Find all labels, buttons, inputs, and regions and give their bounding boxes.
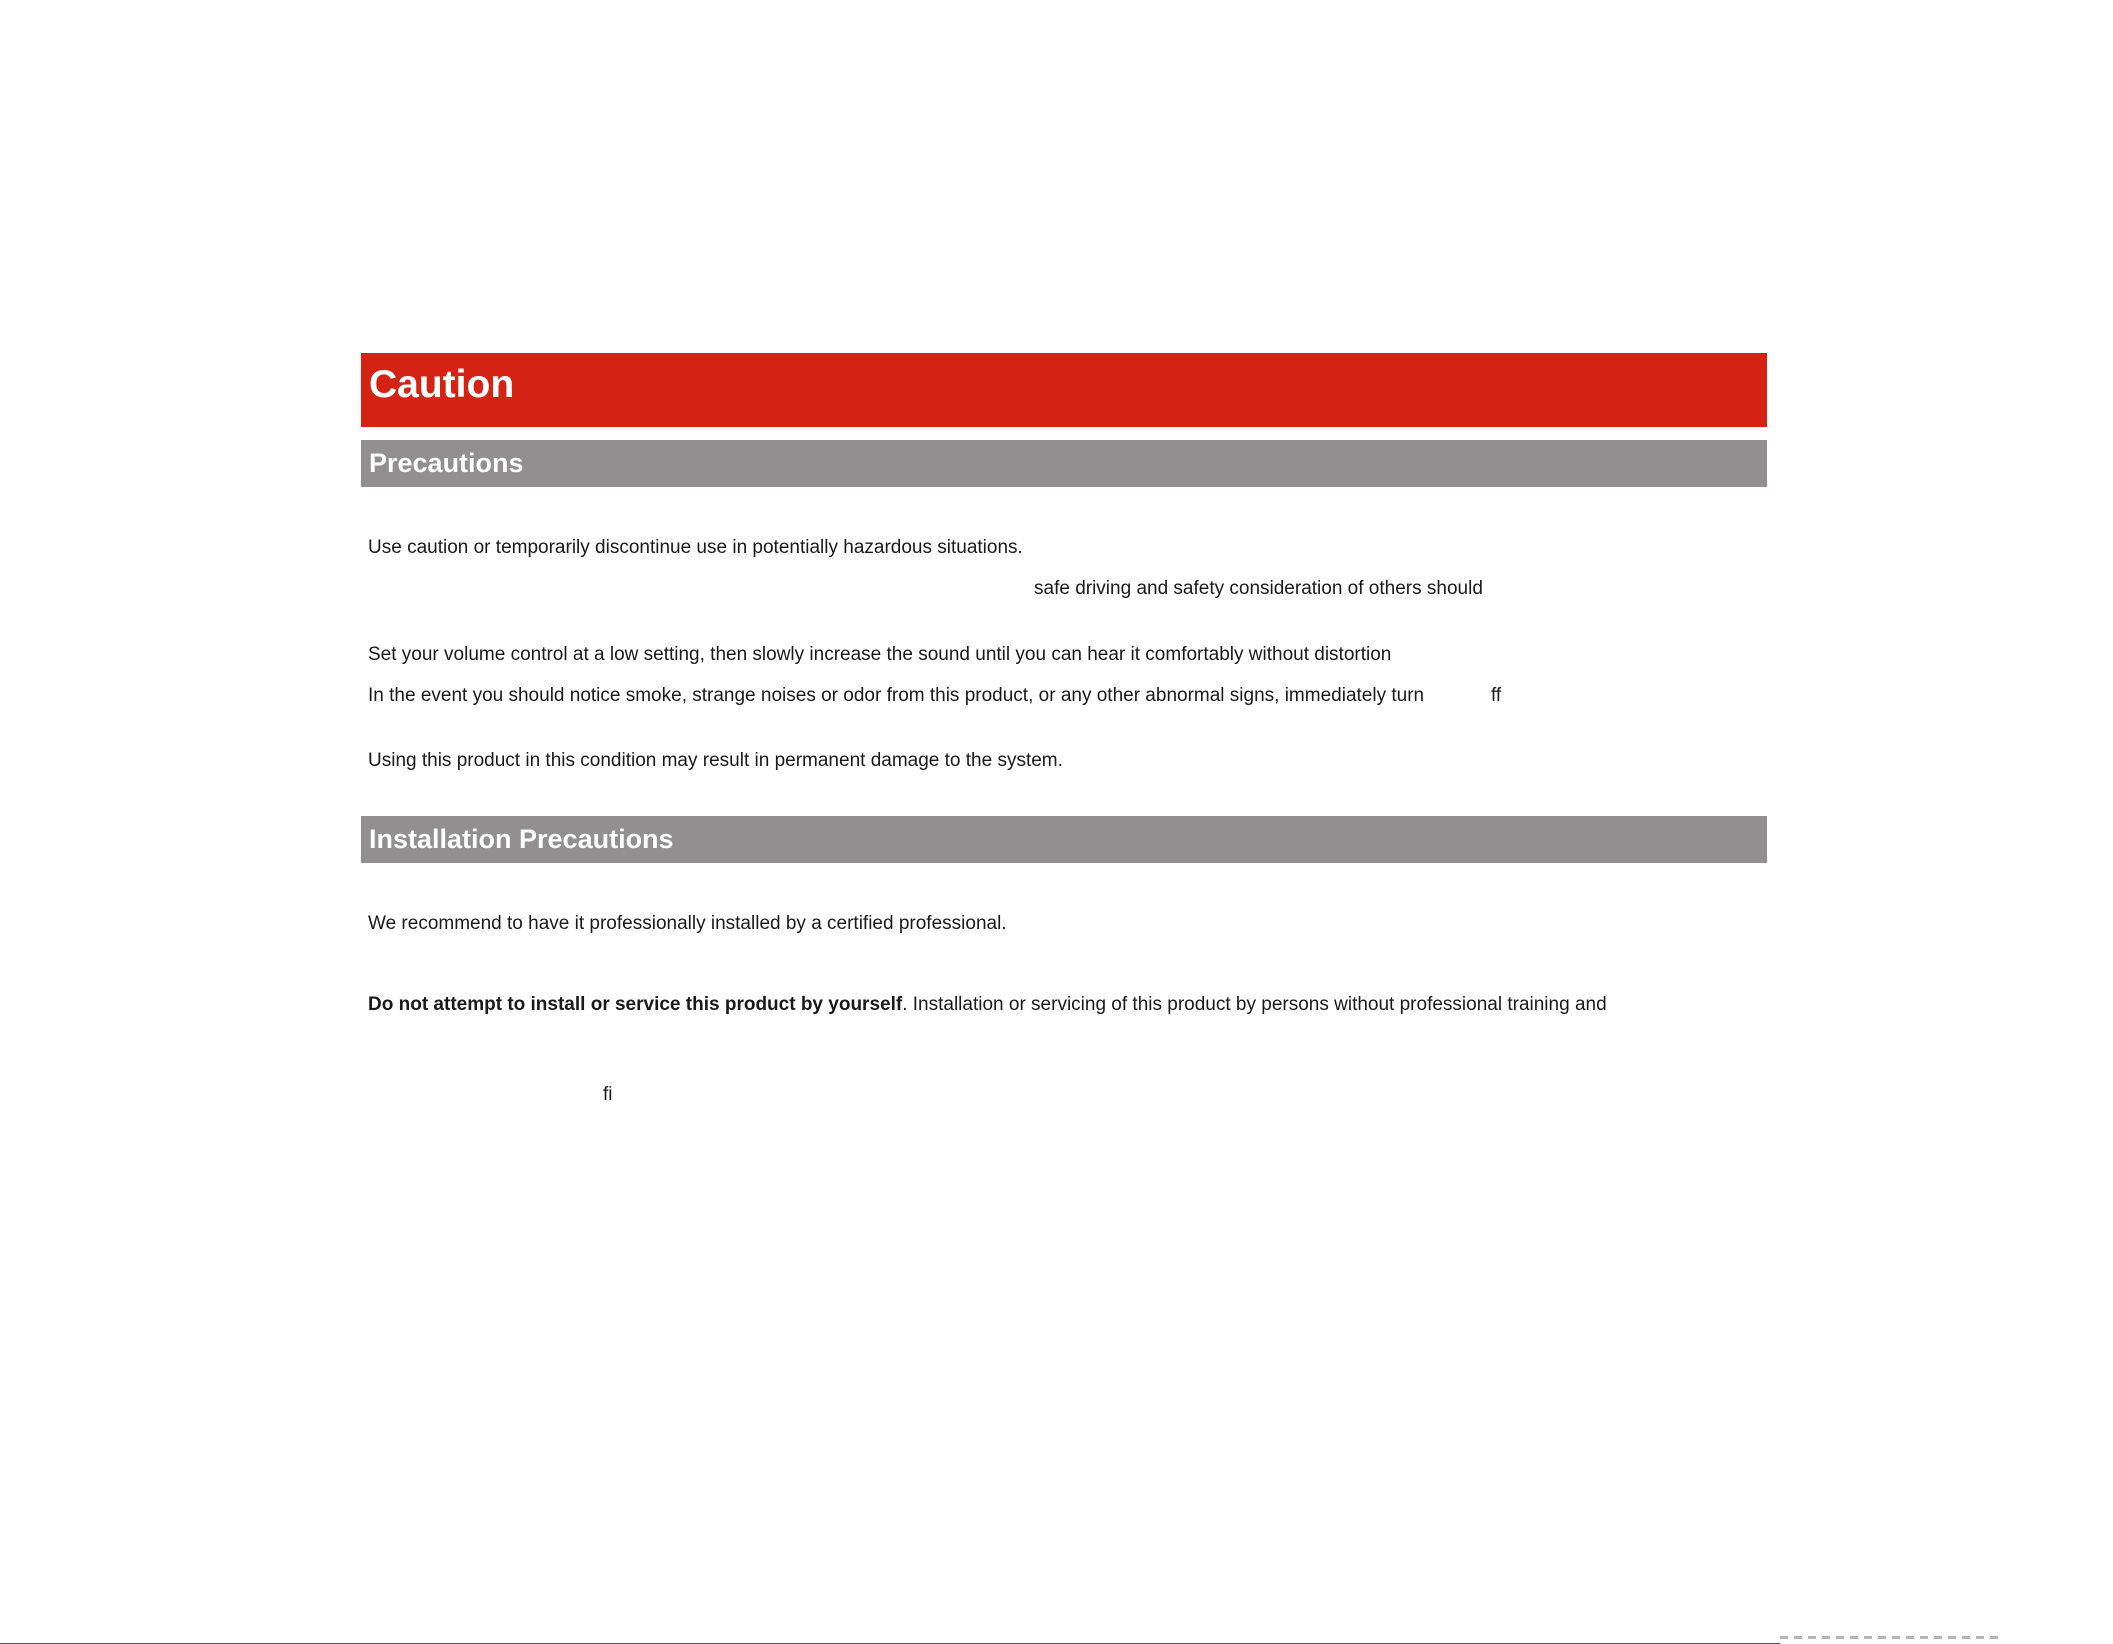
precautions-header bbox=[361, 440, 1767, 487]
caution-title: Caution bbox=[369, 363, 515, 406]
precaution-line-permanent-damage: Using this product in this condition may result in permanent damage to the system. bbox=[368, 750, 1063, 771]
precaution-line-volume: Set your volume control at a low setting, then slowly increase the sound until you can hear it comfortably without distortion bbox=[368, 644, 1392, 665]
precaution-line-hazardous: Use caution or temporarily discontinue use in potentially hazardous situations. bbox=[368, 537, 1023, 558]
precaution-line-fragment-ff: ff bbox=[1491, 685, 1502, 706]
installation-warning-bold: Do not attempt to install or service this product by yourself bbox=[368, 994, 903, 1015]
installation-line-warning bbox=[368, 995, 1607, 1014]
installation-line-professional: We recommend to have it professionally installed by a certified professional. bbox=[368, 913, 1007, 934]
caution-banner bbox=[361, 353, 1767, 427]
footer-faint-marks bbox=[1780, 1636, 2000, 1639]
installation-header bbox=[361, 816, 1767, 863]
installation-warning-rest: . Installation or servicing of this product by persons without professional training and bbox=[902, 994, 1607, 1015]
installation-title: Installation Precautions bbox=[369, 824, 674, 854]
precaution-line-abnormal-signs: In the event you should notice smoke, strange noises or odor from this product, or any other abnormal signs, immediately turn bbox=[368, 685, 1425, 706]
precautions-title: Precautions bbox=[369, 448, 524, 478]
installation-line-fragment-fi: fi bbox=[603, 1084, 613, 1105]
precaution-line-safe-driving: safe driving and safety consideration of others should bbox=[1034, 578, 1483, 599]
